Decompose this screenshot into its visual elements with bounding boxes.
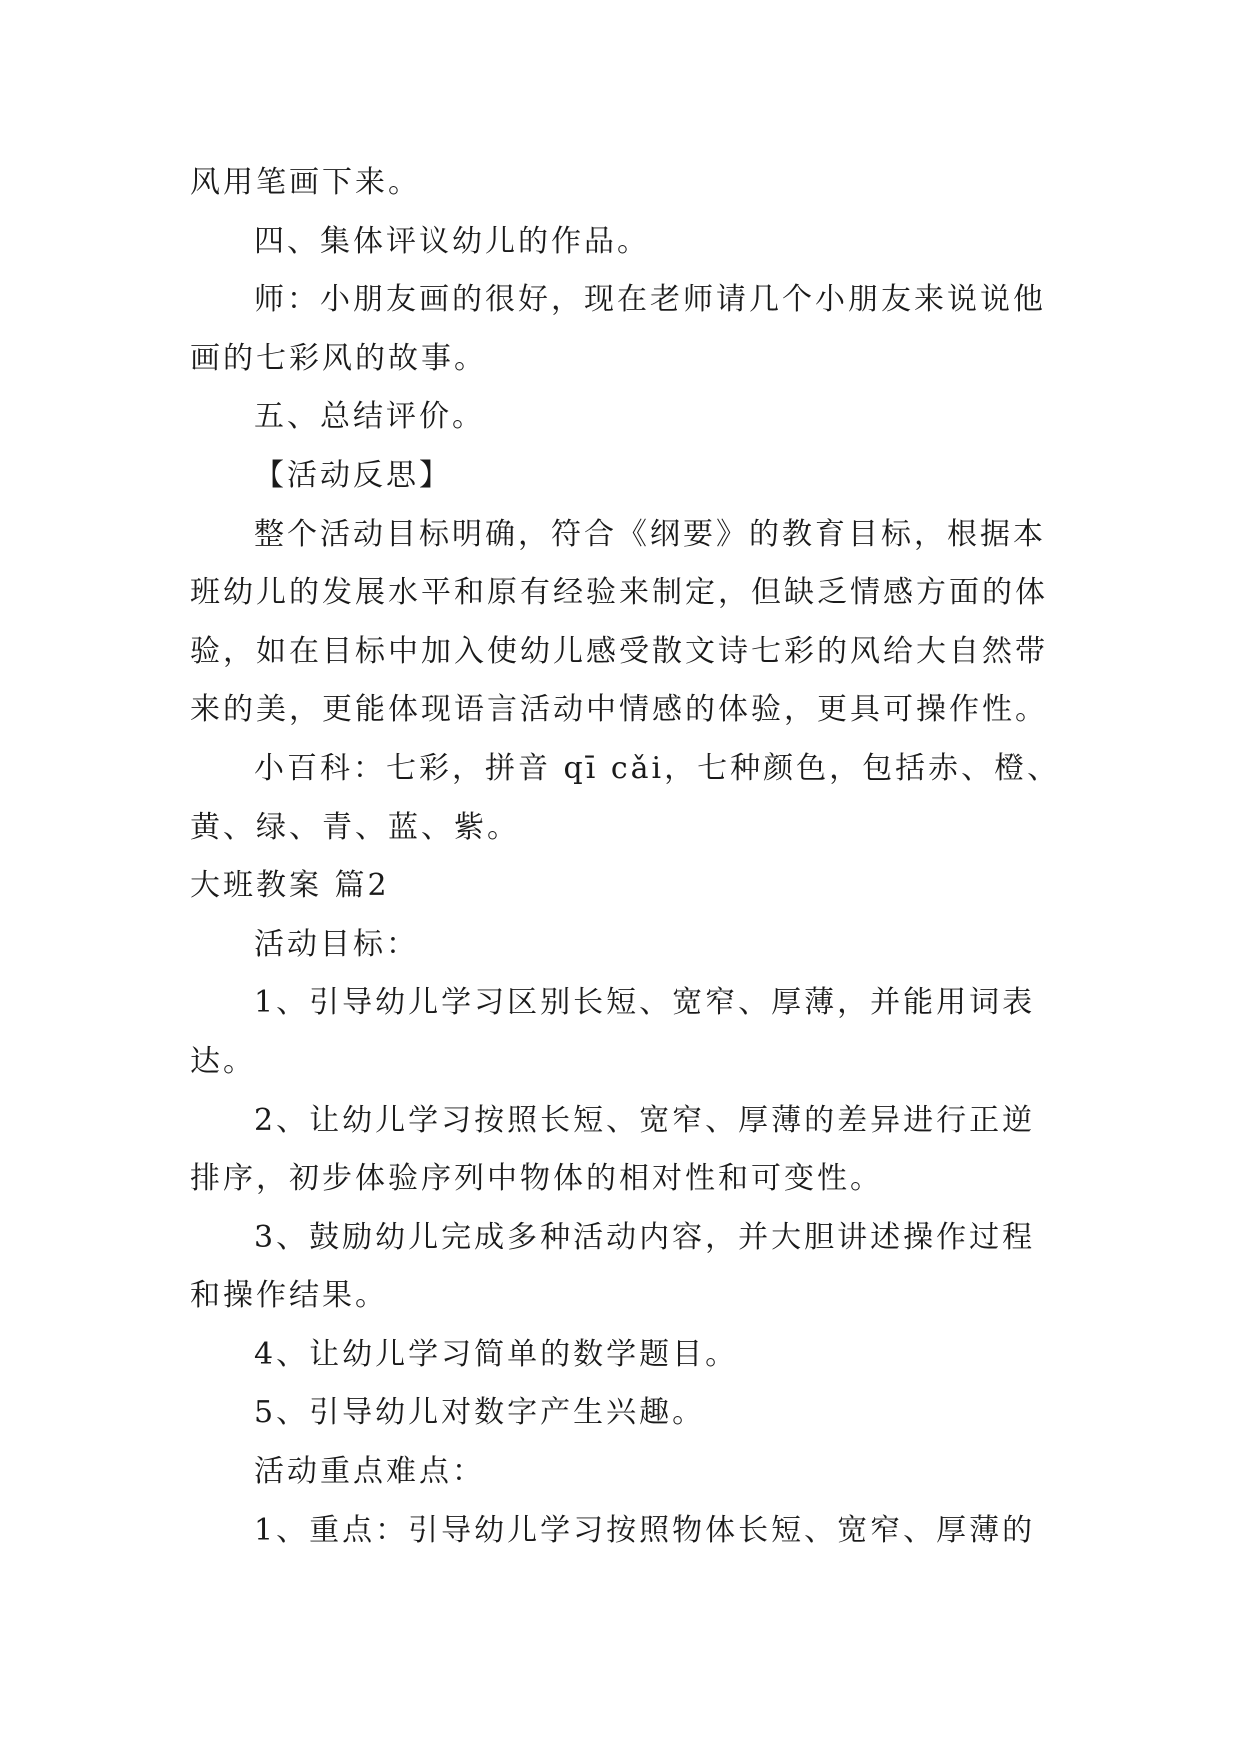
text-line: 班幼儿的发展水平和原有经验来制定，但缺乏情感方面的体 — [190, 575, 1048, 611]
section-heading: 活动重点难点： — [254, 1454, 485, 1490]
text-line: 师：小朋友画的很好，现在老师请几个小朋友来说说他 — [254, 282, 1046, 318]
text-line: 验，如在目标中加入使幼儿感受散文诗七彩的风给大自然带 — [190, 633, 1048, 669]
list-item: 3、鼓励幼儿完成多种活动内容，并大胆讲述操作过程 — [254, 1219, 1036, 1255]
text-line: 和操作结果。 — [190, 1278, 388, 1314]
list-item: 2、让幼儿学习按照长短、宽窄、厚薄的差异进行正逆 — [254, 1102, 1036, 1138]
list-item: 4、让幼儿学习简单的数学题目。 — [254, 1336, 739, 1372]
text-line: 排序，初步体验序列中物体的相对性和可变性。 — [190, 1161, 883, 1197]
list-item: 1、引导幼儿学习区别长短、宽窄、厚薄，并能用词表 — [254, 985, 1036, 1021]
list-item: 5、引导幼儿对数字产生兴趣。 — [254, 1395, 706, 1431]
article-title: 大班教案 篇2 — [190, 868, 390, 904]
text-line: 画的七彩风的故事。 — [190, 340, 487, 376]
section-heading: 活动目标： — [254, 926, 419, 962]
text-line: 小百科：七彩，拼音 qī cǎi，七种颜色，包括赤、橙、 — [254, 750, 1061, 786]
text-line: 风用笔画下来。 — [190, 165, 421, 200]
text-line: 四、集体评议幼儿的作品。 — [254, 223, 650, 259]
list-item: 1、重点：引导幼儿学习按照物体长短、宽窄、厚薄的 — [254, 1512, 1036, 1548]
document-body — [190, 154, 1070, 1560]
section-heading: 【活动反思】 — [254, 457, 452, 493]
text-line: 五、总结评价。 — [254, 399, 485, 435]
text-line: 整个活动目标明确，符合《纲要》的教育目标，根据本 — [254, 516, 1046, 552]
text-line: 达。 — [190, 1043, 256, 1079]
text-line: 来的美，更能体现语言活动中情感的体验，更具可操作性。 — [190, 692, 1048, 728]
text-line: 黄、绿、青、蓝、紫。 — [190, 809, 520, 845]
